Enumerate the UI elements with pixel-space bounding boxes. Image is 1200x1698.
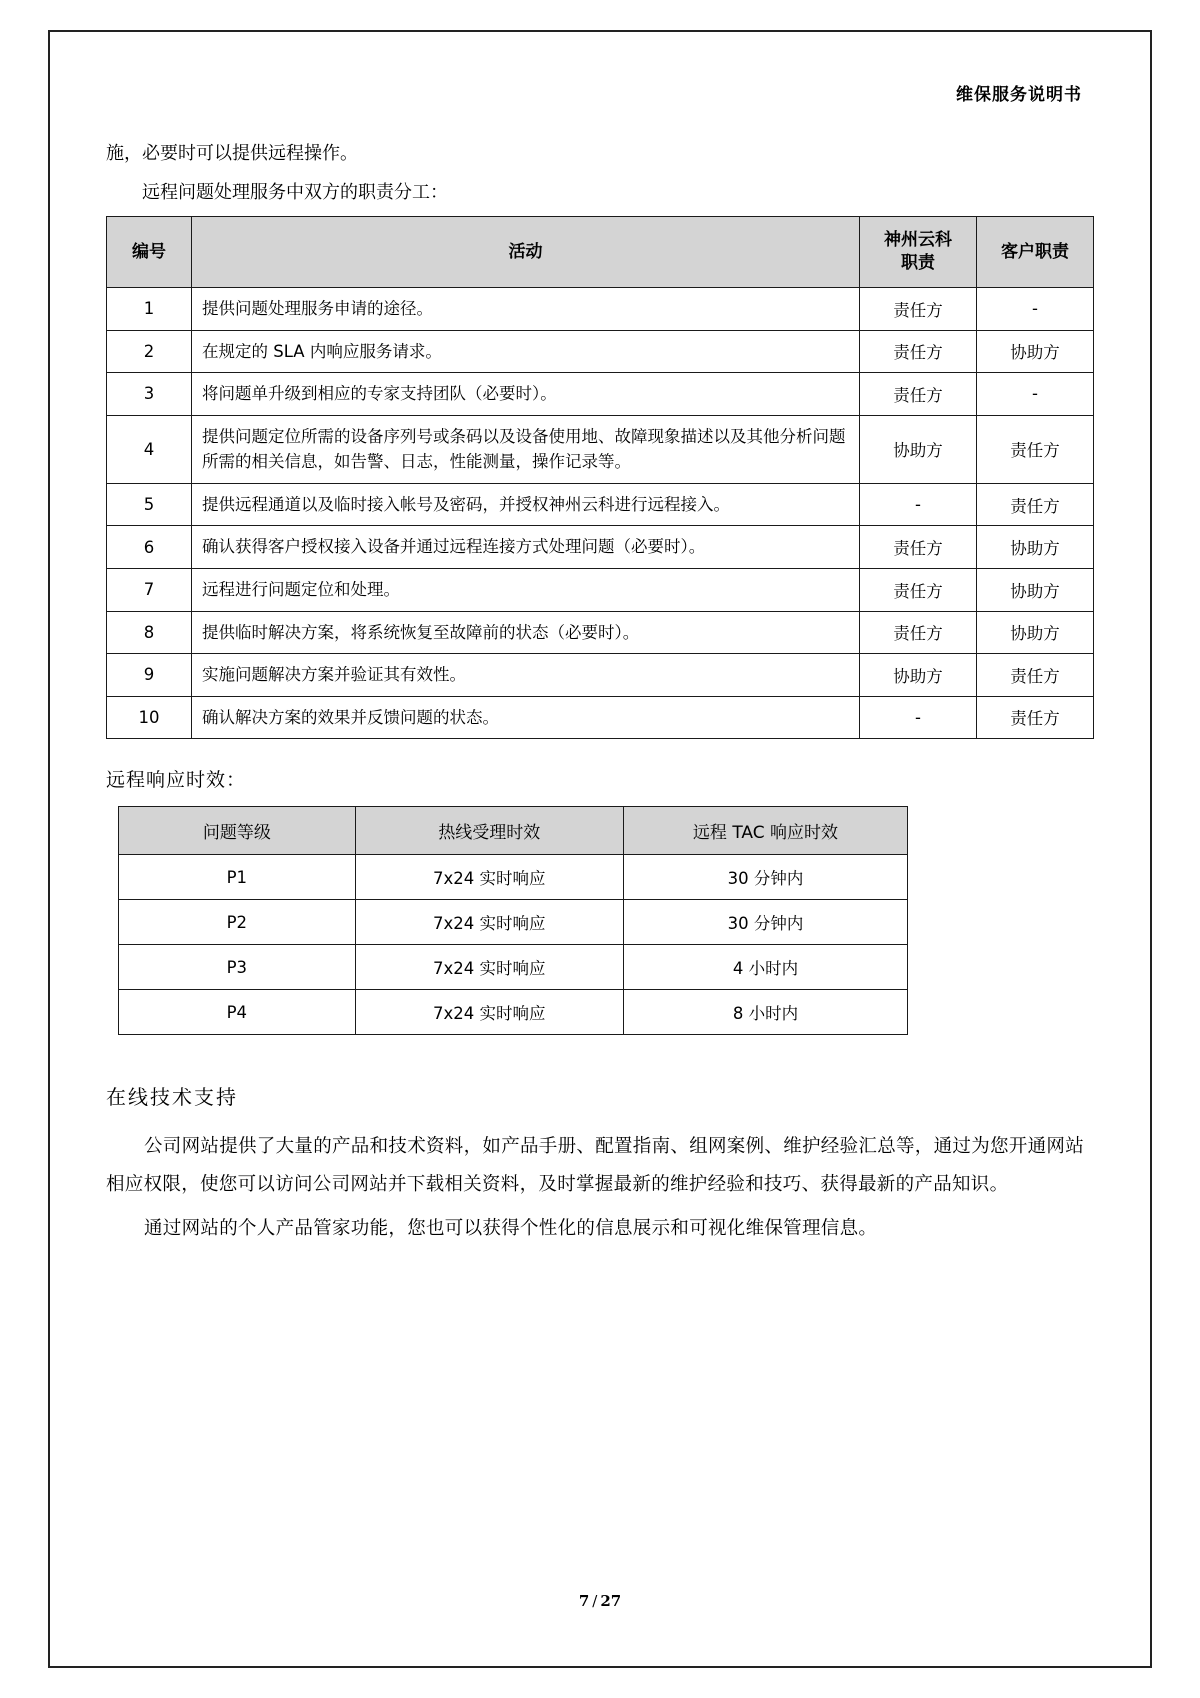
cell-customer: 协助方 bbox=[977, 330, 1094, 373]
cell-customer: 责任方 bbox=[977, 415, 1094, 483]
cell-activity: 远程进行问题定位和处理。 bbox=[192, 569, 860, 612]
sla-header-row bbox=[119, 807, 908, 855]
cell-tac: 30 分钟内 bbox=[623, 855, 907, 900]
online-support-paragraph-1: 公司网站提供了大量的产品和技术资料，如产品手册、配置指南、组网案例、维护经验汇总等，通过为您开通网站相应权限，使您可以访问公司网站并下载相关资料，及时掌握最新的维护经验和技巧、获得最新的产品知识。 bbox=[106, 1136, 1085, 1196]
sla-section-title: 远程响应时效： bbox=[106, 769, 247, 792]
cell-customer: 协助方 bbox=[977, 526, 1094, 569]
cell-activity: 提供问题处理服务申请的途径。 bbox=[192, 288, 860, 331]
sla-header-tac: 远程 TAC 响应时效 bbox=[623, 807, 907, 855]
table-row bbox=[107, 373, 1094, 416]
cell-customer: - bbox=[977, 373, 1094, 416]
cell-activity: 提供临时解决方案，将系统恢复至故障前的状态（必要时）。 bbox=[192, 611, 860, 654]
cell-customer: 责任方 bbox=[977, 654, 1094, 697]
cell-hotline: 7x24 实时响应 bbox=[355, 990, 623, 1035]
cell-hotline: 7x24 实时响应 bbox=[355, 945, 623, 990]
cell-activity: 提供问题定位所需的设备序列号或条码以及设备使用地、故障现象描述以及其他分析问题所需的相关信息，如告警、日志，性能测量，操作记录等。 bbox=[192, 415, 860, 483]
intro-line-1: 施，必要时可以提供远程操作。 bbox=[106, 143, 358, 164]
cell-level: P3 bbox=[119, 945, 356, 990]
page-number-separator: / bbox=[592, 1592, 598, 1610]
cell-number: 8 bbox=[107, 611, 192, 654]
cell-tac: 30 分钟内 bbox=[623, 900, 907, 945]
online-support-body bbox=[106, 1128, 1094, 1248]
table-row bbox=[119, 945, 908, 990]
cell-activity: 确认解决方案的效果并反馈问题的状态。 bbox=[192, 696, 860, 739]
cell-vendor: 责任方 bbox=[860, 330, 977, 373]
cell-activity: 提供远程通道以及临时接入帐号及密码，并授权神州云科进行远程接入。 bbox=[192, 483, 860, 526]
cell-number: 4 bbox=[107, 415, 192, 483]
table-row bbox=[107, 569, 1094, 612]
sla-header-level: 问题等级 bbox=[119, 807, 356, 855]
table-row bbox=[107, 483, 1094, 526]
sla-header-hotline: 热线受理时效 bbox=[355, 807, 623, 855]
cell-activity: 确认获得客户授权接入设备并通过远程连接方式处理问题（必要时）。 bbox=[192, 526, 860, 569]
cell-number: 2 bbox=[107, 330, 192, 373]
cell-customer: 协助方 bbox=[977, 611, 1094, 654]
page-footer bbox=[48, 1592, 1152, 1610]
cell-level: P4 bbox=[119, 990, 356, 1035]
cell-activity: 实施问题解决方案并验证其有效性。 bbox=[192, 654, 860, 697]
cell-vendor: 协助方 bbox=[860, 415, 977, 483]
table-row bbox=[119, 855, 908, 900]
table-header-row bbox=[107, 217, 1094, 288]
cell-tac: 8 小时内 bbox=[623, 990, 907, 1035]
table-row bbox=[107, 696, 1094, 739]
table-row bbox=[107, 611, 1094, 654]
intro-line-2: 远程问题处理服务中双方的职责分工： bbox=[142, 181, 448, 203]
online-support-paragraph-2: 通过网站的个人产品管家功能，您也可以获得个性化的信息展示和可视化维保管理信息。 bbox=[144, 1218, 878, 1240]
cell-vendor: 责任方 bbox=[860, 288, 977, 331]
cell-vendor: 责任方 bbox=[860, 569, 977, 612]
page-number-current: 7 bbox=[578, 1592, 590, 1610]
cell-number: 1 bbox=[107, 288, 192, 331]
table-row bbox=[107, 330, 1094, 373]
cell-vendor: 责任方 bbox=[860, 611, 977, 654]
table-row bbox=[119, 900, 908, 945]
sla-table bbox=[118, 806, 908, 1035]
cell-vendor: 责任方 bbox=[860, 526, 977, 569]
table-row bbox=[107, 526, 1094, 569]
cell-customer: - bbox=[977, 288, 1094, 331]
cell-customer: 协助方 bbox=[977, 569, 1094, 612]
page-content bbox=[48, 30, 1152, 1668]
cell-level: P1 bbox=[119, 855, 356, 900]
responsibility-table bbox=[106, 216, 1094, 739]
cell-number: 6 bbox=[107, 526, 192, 569]
cell-vendor: - bbox=[860, 483, 977, 526]
online-support-heading: 在线技术支持 bbox=[106, 1085, 238, 1110]
cell-number: 3 bbox=[107, 373, 192, 416]
cell-number: 7 bbox=[107, 569, 192, 612]
cell-number: 5 bbox=[107, 483, 192, 526]
header-cell-number: 编号 bbox=[107, 217, 192, 288]
cell-customer: 责任方 bbox=[977, 483, 1094, 526]
header-cell-vendor-responsibility: 神州云科 职责 bbox=[860, 217, 977, 288]
cell-vendor: 责任方 bbox=[860, 373, 977, 416]
table-row bbox=[107, 415, 1094, 483]
cell-level: P2 bbox=[119, 900, 356, 945]
document-header-title: 维保服务说明书 bbox=[956, 85, 1082, 105]
cell-vendor: 协助方 bbox=[860, 654, 977, 697]
page-number-total: 27 bbox=[600, 1592, 622, 1610]
cell-activity: 在规定的 SLA 内响应服务请求。 bbox=[192, 330, 860, 373]
cell-activity: 将问题单升级到相应的专家支持团队（必要时）。 bbox=[192, 373, 860, 416]
cell-number: 9 bbox=[107, 654, 192, 697]
cell-hotline: 7x24 实时响应 bbox=[355, 900, 623, 945]
header-cell-customer-responsibility: 客户职责 bbox=[977, 217, 1094, 288]
cell-number: 10 bbox=[107, 696, 192, 739]
cell-hotline: 7x24 实时响应 bbox=[355, 855, 623, 900]
table-row bbox=[119, 990, 908, 1035]
cell-vendor: - bbox=[860, 696, 977, 739]
table-row bbox=[107, 288, 1094, 331]
cell-tac: 4 小时内 bbox=[623, 945, 907, 990]
header-cell-activity: 活动 bbox=[192, 217, 860, 288]
table-row bbox=[107, 654, 1094, 697]
cell-customer: 责任方 bbox=[977, 696, 1094, 739]
